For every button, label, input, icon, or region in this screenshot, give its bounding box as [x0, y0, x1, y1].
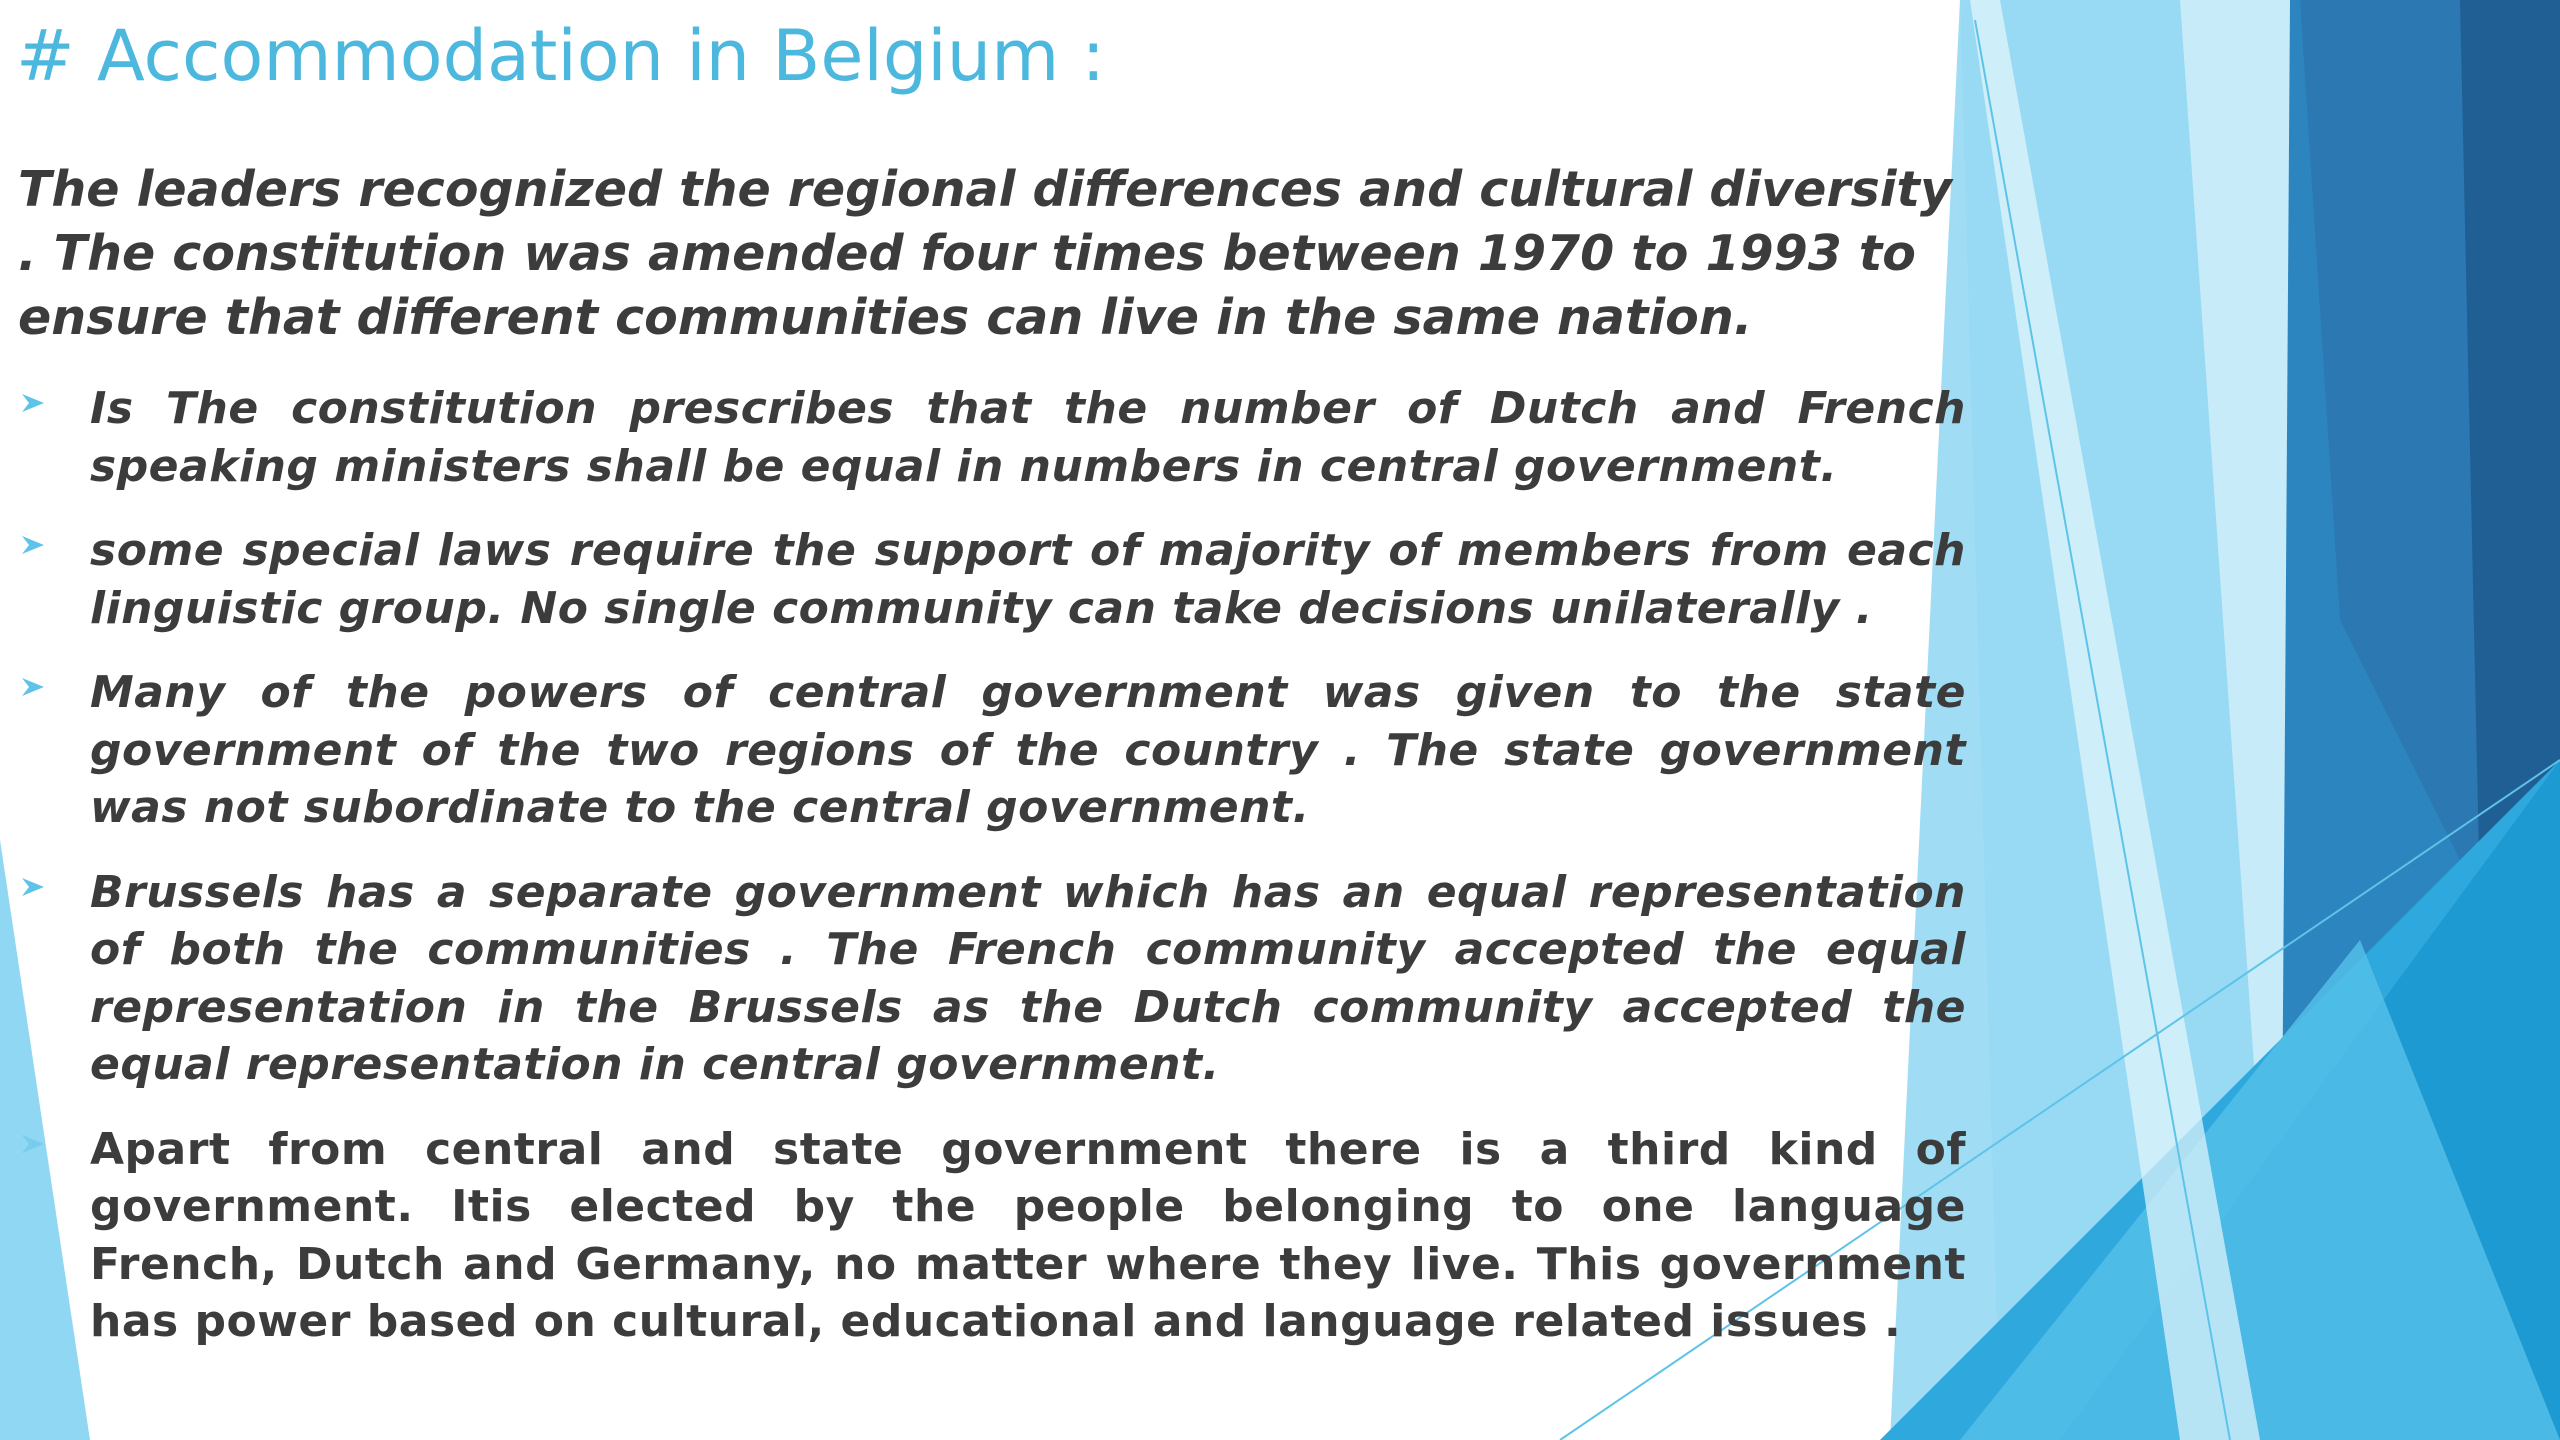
- bullet-text: Apart from central and state government there is a third kind of government. Itis elected by the people belonging to one language French, Dutch and Germany, no matter where they live. This government has power based on cultural, educational and language related issues .: [90, 1123, 1966, 1347]
- bullet-item: [18, 864, 1966, 1094]
- bullet-text: Brussels has a separate government which has an equal representation of both the communities . The French community accepted the equal representation in the Brussels as the Dutch community accepted the equal representation in central government.: [90, 866, 1966, 1090]
- bullet-item: [18, 380, 1966, 495]
- arrow-bullet-icon: [18, 388, 48, 418]
- slide-title: # Accommodation in Belgium :: [16, 15, 1106, 97]
- bullet-item: [18, 522, 1966, 637]
- arrow-bullet-icon: [18, 872, 48, 902]
- bullet-text: Is The constitution prescribes that the number of Dutch and French speaking ministers shall be equal in numbers in central government.: [90, 383, 1966, 492]
- arrow-bullet-icon: [18, 530, 48, 560]
- bullet-item: [18, 1121, 1966, 1351]
- bullet-text: some special laws require the support of majority of members from each linguistic group. No single community can take decisions unilaterally .: [90, 525, 1966, 634]
- arrow-bullet-icon: [18, 672, 48, 702]
- arrow-bullet-icon: [18, 1129, 48, 1159]
- bullet-text: Many of the powers of central government was given to the state government of the two regions of the country . The state government was not subordinate to the central government.: [90, 667, 1966, 833]
- bullet-item: [18, 664, 1966, 837]
- bullet-list: [18, 380, 1966, 1378]
- intro-paragraph: The leaders recognized the regional differences and cultural diversity . The constitution was amended four times between 1970 to 1993 to ensure that different communities can live in the same nation.: [18, 161, 1952, 346]
